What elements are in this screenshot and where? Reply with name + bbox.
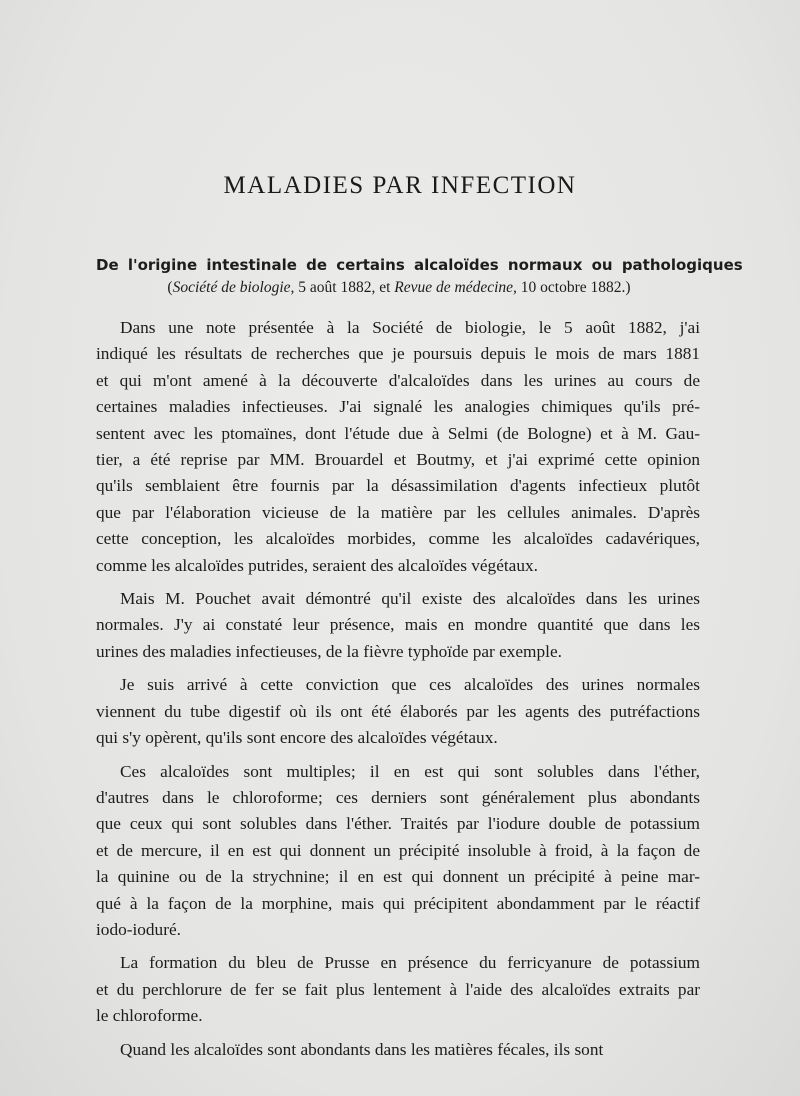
text-line: tier, a été reprise par MM. Brouardel et Boutmy, et j'ai exprimé cette opinion [96,450,700,470]
text-line: Je suis arrivé à cette conviction que ces alcaloïdes des urines normales [120,675,700,695]
paragraph [96,1037,700,1063]
text-line: normales. J'y ai constaté leur présence, mais en mondre quantité que dans les [96,615,700,635]
paragraph-gap [96,579,700,586]
text-line: et de mercure, il en est qui donnent un précipité insoluble à froid, à la façon de [96,840,700,860]
text-line: Mais M. Pouchet avait démontré qu'il existe des alcaloïdes dans les urines [120,589,700,609]
paragraph [96,759,700,944]
text-line: Quand les alcaloïdes sont abondants dans les matières fécales, ils sont [120,1039,604,1059]
text-line: certaines maladies infectieuses. J'ai signalé les analogies chimiques qu'ils pré- [96,397,700,417]
text-line: sentent avec les ptomaïnes, dont l'étude due à Selmi (de Bologne) et à M. Gau- [96,423,700,443]
text-line: la quinine ou de la strychnine; il en est qui donnent un précipité à peine mar- [96,867,700,887]
text-line: cette conception, les alcaloïdes morbides, comme les alcaloïdes cadavériques, [96,529,700,549]
text-line: le chloroforme. [96,1006,203,1026]
citation-date-2: 10 octobre 1882.) [516,279,631,296]
paragraph-gap [96,943,700,950]
text-line: La formation du bleu de Prusse en présence du ferricyanure de potassium [120,953,700,973]
text-line: et qui m'ont amené à la découverte d'alcaloïdes dans les urines au cours de [96,370,700,390]
page-title: MALADIES PAR INFECTION [223,172,577,199]
citation [96,278,702,298]
text-line: que par l'élaboration vicieuse de la matière par les cellules animales. D'après [96,502,700,522]
citation-source-2: Revue de médecine, [394,279,517,296]
paragraph [96,950,700,1029]
text-line: et du perchlorure de fer se fait plus lentement à l'aide des alcaloïdes extraits par [96,979,700,999]
text-line: comme les alcaloïdes putrides, seraient des alcaloïdes végétaux. [96,555,538,575]
paragraph [96,672,700,751]
text-line: indiqué les résultats de recherches que je poursuis depuis le mois de mars 1881 [96,344,700,364]
paragraph [96,315,700,579]
text-line: qué à la façon de la morphine, mais qui précipitent abondamment par le réactif [96,893,700,913]
paragraph-gap [96,752,700,759]
section-subtitle [96,254,743,276]
body-text [96,315,700,1063]
paragraph-gap [96,1030,700,1037]
text-line: Ces alcaloïdes sont multiples; il en est qui sont solubles dans l'éther, [120,761,700,781]
citation-date-1: 5 août 1882, et [294,279,395,296]
paragraph-gap [96,665,700,672]
text-line: viennent du tube digestif où ils ont été élaborés par les agents des putréfactions [96,701,700,721]
text-line: urines des maladies infectieuses, de la fièvre typhoïde par exemple. [96,641,562,661]
text-line: qui s'y opèrent, qu'ils sont encore des alcaloïdes végétaux. [96,728,498,748]
citation-open: ( [167,279,173,296]
citation-source-1: Société de biologie, [172,279,295,296]
text-line: qu'ils semblaient être fournis par la désassimilation d'agents infectieux plutôt [96,476,700,496]
text-line: iodo-ioduré. [96,919,181,939]
text-line: Dans une note présentée à la Société de biologie, le 5 août 1882, j'ai [120,318,700,337]
text-line: que ceux qui sont solubles dans l'éther. Traités par l'iodure double de potassium [96,814,700,834]
text-line: d'autres dans le chloroforme; ces derniers sont généralement plus abondants [96,787,700,807]
paragraph [96,586,700,665]
subtitle-text: De l'origine intestinale de certains alcaloïdes normaux ou pathologiques [96,256,743,274]
